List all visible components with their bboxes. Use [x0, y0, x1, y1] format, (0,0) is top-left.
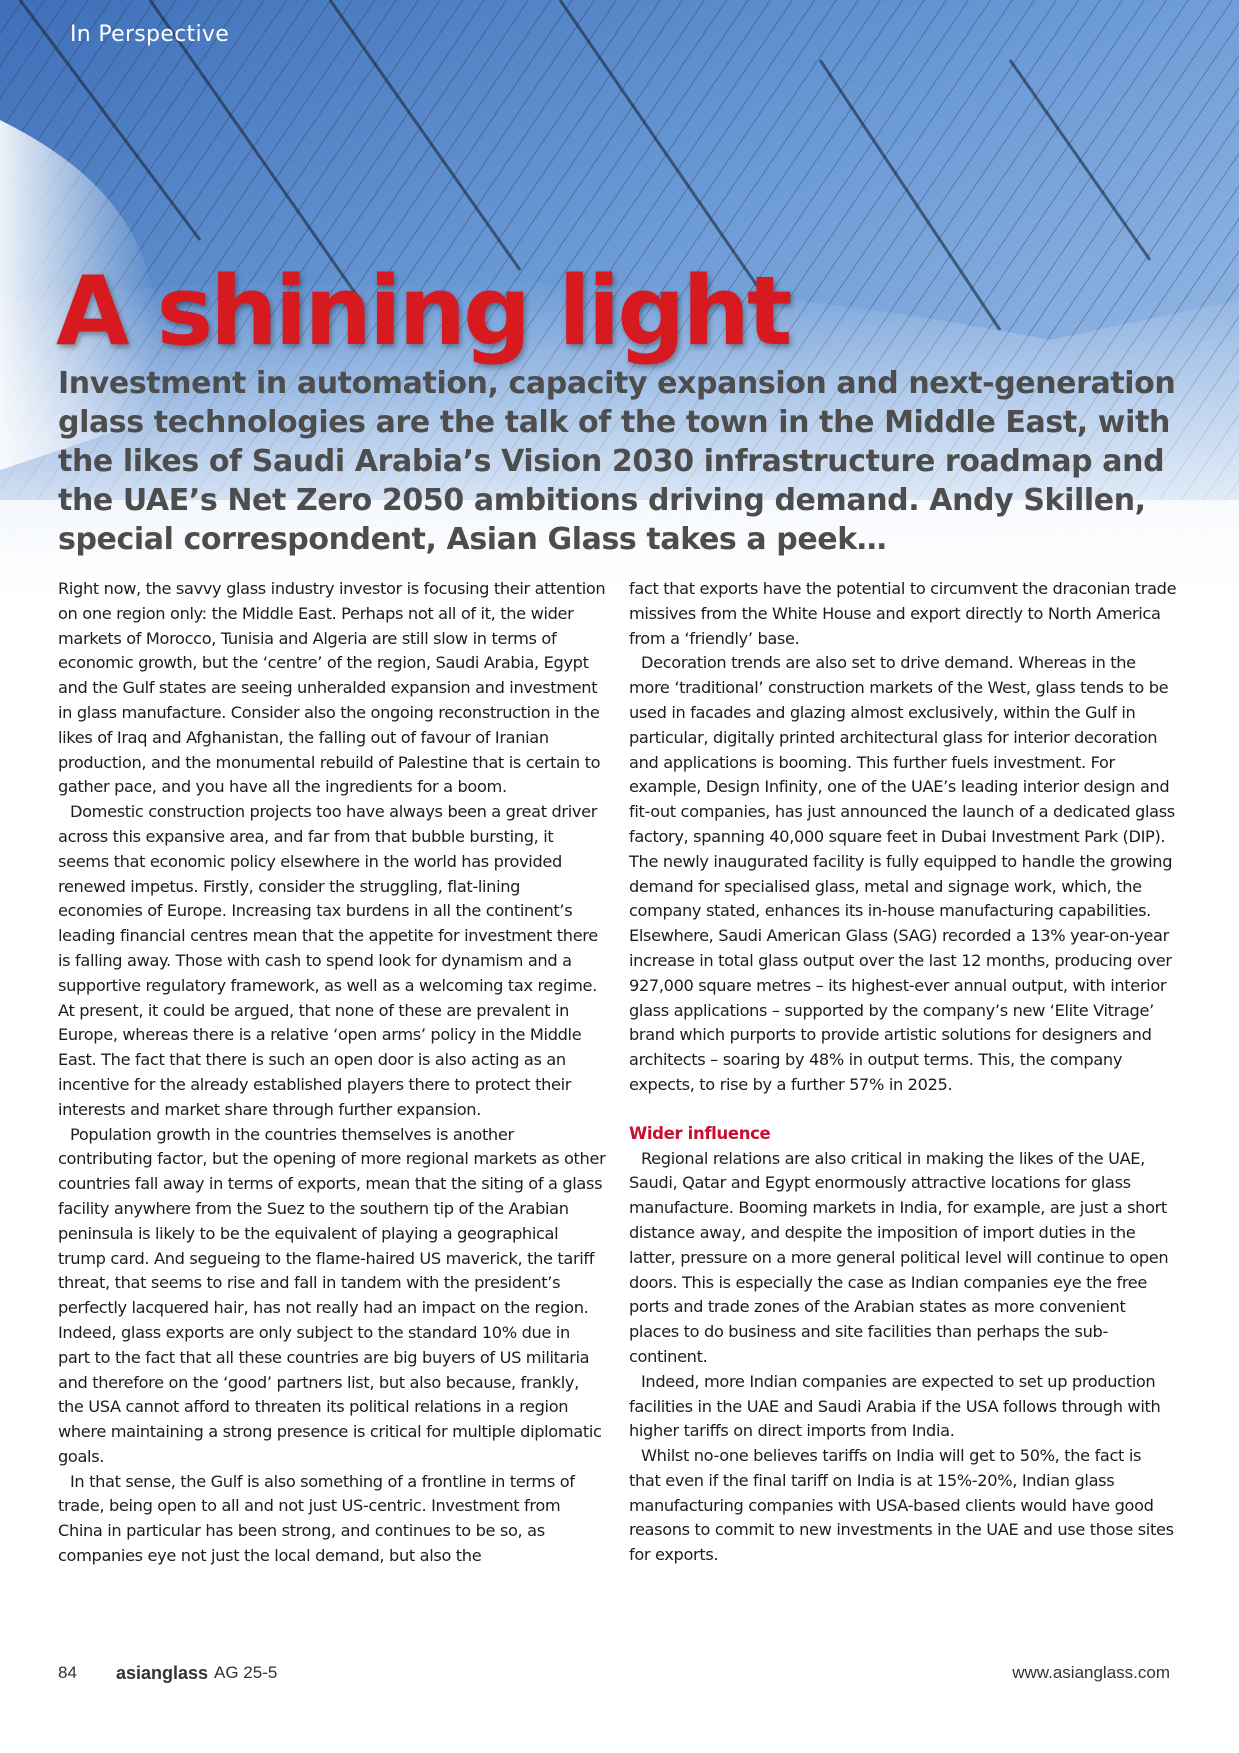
- paragraph: Whilst no-one believes tariffs on India will get to 50%, the fact is that even if the final tariff on India is at 15%-20%, Indian glass manufacturing companies with USA-based clients would have good reasons to commit to new investments in the UAE and use those sites for exports.: [629, 1446, 1174, 1565]
- section-tag: In Perspective: [70, 22, 230, 47]
- paragraph: Decoration trends are also set to drive demand. Whereas in the more ‘traditional’ construction markets of the West, glass tends to be used in facades and glazing almost exclusively, within the Gulf in particular, digitally printed architectural glass for interior decoration and applications is booming. This further fuels investment. For example, Design Infinity, one of the UAE’s leading interior design and fit-out companies, has just announced the launch of a dedicated glass factory, spanning 40,000 square feet in Dubai Investment Park (DIP). The newly inaugurated facility is fully equipped to handle the growing demand for specialised glass, metal and signage work, which, the company stated, enhances its in-house manufacturing capabilities. Elsewhere, Saudi American Glass (SAG) recorded a 13% year-on-year increase in total glass output over the last 12 months, producing over 927,000 square metres – its highest-ever annual output, with interior glass applications – supported by the company’s new ‘Elite Vitrage’ brand which purports to provide artistic solutions for designers and architects – soaring by 48% in output terms. This, the company expects, to rise by a further 57% in 2025.: [629, 653, 1175, 1094]
- subheading-wider-influence: Wider influence: [629, 1123, 771, 1143]
- page-footer: [58, 1663, 1170, 1687]
- issue-number: AG 25-5: [214, 1663, 278, 1682]
- article-title: A shining light: [56, 257, 790, 367]
- paragraph: In that sense, the Gulf is also something of a frontline in terms of trade, being open to all and not just US-centric. Investment from China in particular has been strong, and continues to be so, as companies eye not just the local demand, but also the: [58, 1471, 575, 1566]
- publication-brand: asianglass: [116, 1663, 209, 1683]
- paragraph: fact that exports have the potential to circumvent the draconian trade missives from the White House and export directly to North America from a ‘friendly’ base.: [629, 579, 1177, 648]
- paragraph: Indeed, more Indian companies are expected to set up production facilities in the UAE and Saudi Arabia if the USA follows through with higher tariffs on direct imports from India.: [629, 1371, 1161, 1441]
- website-link[interactable]: www.asianglass.com: [1012, 1663, 1170, 1682]
- article-standfirst: Investment in automation, capacity expansion and next-generation glass technologies are the talk of the town in the Middle East, with the likes of Saudi Arabia’s Vision 2030 infrastructure roadmap and the UAE’s Net Zero 2050 ambitions driving demand. Andy Skillen, special correspondent, Asian Glass takes a peek…: [58, 366, 1176, 557]
- right-column: [629, 577, 1177, 1568]
- left-column: [58, 577, 606, 1569]
- paragraph: Regional relations are also critical in making the likes of the UAE, Saudi, Qatar and Egypt enormously attractive locations for glass manufacture. Booming markets in India, for example, are just a short distance away, and despite the imposition of import duties in the latter, pressure on a more general political level will continue to open doors. This is especially the case as Indian companies eye the free ports and trade zones of the Arabian states as more convenient places to do business and site facilities than perhaps the sub-continent.: [629, 1148, 1169, 1366]
- paragraph: Domestic construction projects too have always been a great driver across this expansive area, and far from that bubble bursting, it seems that economic policy elsewhere in the world has provided renewed impetus. Firstly, consider the struggling, flat-lining economies of Europe. Increasing tax burdens in all the continent’s leading financial centres mean that the appetite for investment there is falling away. Those with cash to spend look for dynamism and a supportive regulatory framework, as well as a welcoming tax regime. At present, it could be argued, that none of these are prevalent in Europe, whereas there is a relative ‘open arms’ policy in the Middle East. The fact that there is such an open door is also acting as an incentive for the already established players there to protect their interests and market share through further expansion.: [58, 802, 598, 1119]
- paragraph: Right now, the savvy glass industry investor is focusing their attention on one region only: the Middle East. Perhaps not all of it, the wider markets of Morocco, Tunisia and Algeria are still slow in terms of economic growth, but the ‘centre’ of the region, Saudi Arabia, Egypt and the Gulf states are seeing unheralded expansion and investment in glass manufacture. Consider also the ongoing reconstruction in the likes of Iraq and Afghanistan, the falling out of favour of Iranian production, and the monumental rebuild of Palestine that is certain to gather pace, and you have all the ingredients for a boom.: [58, 579, 606, 797]
- page-number: 84: [58, 1663, 77, 1682]
- paragraph: Population growth in the countries themselves is another contributing factor, but the opening of more regional markets as other countries fall away in terms of exports, mean that the siting of a glass facility anywhere from the Suez to the southern tip of the Arabian peninsula is likely to be the equivalent of playing a geographical trump card. And segueing to the flame-haired US maverick, the tariff threat, that seems to rise and fall in tandem with the president’s perfectly lacquered hair, has not really had an impact on the region. Indeed, glass exports are only subject to the standard 10% due in part to the fact that all these countries are big buyers of US militaria and therefore on the ‘good’ partners list, but also because, frankly, the USA cannot afford to threaten its political relations in a region where maintaining a strong presence is critical for multiple diplomatic goals.: [58, 1124, 606, 1466]
